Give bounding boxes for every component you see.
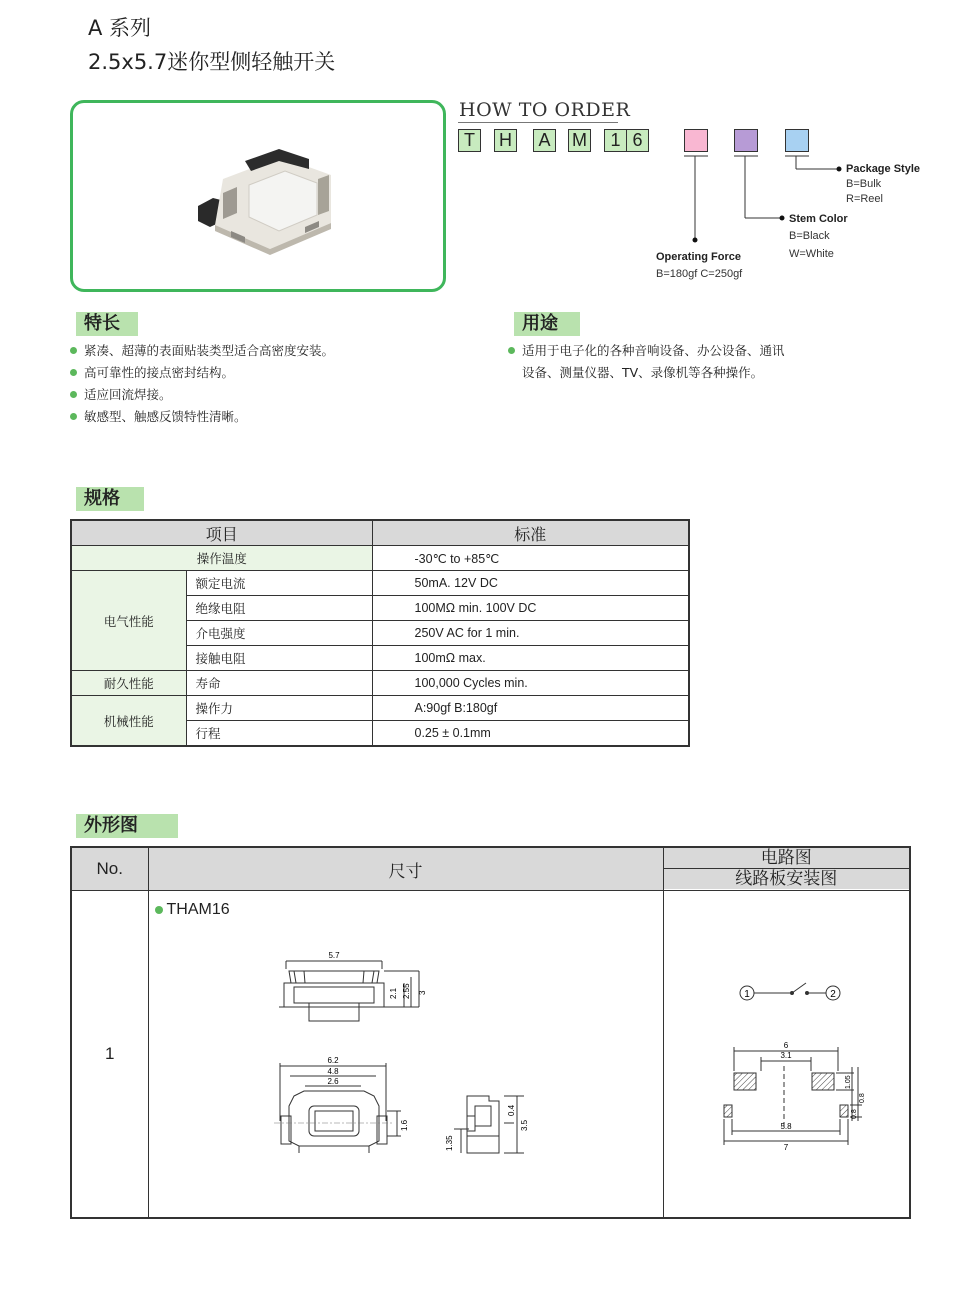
model-name: THAM16: [166, 901, 230, 918]
dim-label: 4.8: [326, 1067, 339, 1076]
features-heading: 特长: [76, 312, 138, 336]
table-row: [71, 571, 689, 596]
column-header-pcb: 线路板安装图: [664, 869, 910, 889]
application-text: 适用于电子化的各种音响设备、办公设备、通讯: [522, 343, 785, 358]
top-view-drawing: [279, 961, 419, 1021]
cell-value: 0.25 ± 0.1mm: [372, 721, 689, 747]
applications-list: [508, 340, 785, 384]
column-header-size: 尺寸: [148, 847, 663, 891]
list-item: [70, 384, 334, 406]
bullet-icon: [508, 347, 515, 354]
list-item: [70, 340, 334, 362]
group-label: 电气性能: [71, 571, 186, 671]
spec-heading: 规格: [76, 487, 144, 511]
circuit-and-pcb-drawing: [664, 891, 911, 1217]
code-letter-5: 1: [604, 129, 627, 152]
pcb-dim-label: 3.1: [779, 1051, 792, 1060]
outline-heading: 外形图: [76, 814, 178, 838]
circuit-pcb-cell: [663, 891, 910, 1219]
group-label: 耐久性能: [71, 671, 186, 696]
cell-label: 绝缘电阻: [186, 596, 372, 621]
features-list: [70, 340, 334, 428]
table-row: [71, 671, 689, 696]
bullet-icon: [70, 369, 77, 376]
pcb-dim-label: 7: [783, 1143, 788, 1152]
bottom-view-drawing: [280, 1063, 401, 1153]
cell-value: 100mΩ max.: [372, 646, 689, 671]
cell-label: 寿命: [186, 671, 372, 696]
cell-label: 操作温度: [71, 546, 372, 571]
table-row: [71, 696, 689, 721]
dimension-drawings-cell: [148, 891, 663, 1219]
cell-label: 接触电阻: [186, 646, 372, 671]
series-title: A 系列: [88, 16, 152, 40]
bullet-icon: [70, 391, 77, 398]
code-letter-3: A: [533, 129, 556, 152]
application-text: 设备、测量仪器、TV、录像机等各种操作。: [522, 365, 764, 380]
cell-value: 100MΩ min. 100V DC: [372, 596, 689, 621]
cell-value: 250V AC for 1 min.: [372, 621, 689, 646]
feature-text: 适应回流焊接。: [84, 387, 172, 402]
column-header-circuit: 电路图: [664, 848, 910, 869]
cell-label: 操作力: [186, 696, 372, 721]
package-style-label: Package Style: [846, 163, 920, 175]
list-item: [508, 340, 785, 362]
feature-text: 高可靠性的接点密封结构。: [84, 365, 235, 380]
cell-value: 50mA. 12V DC: [372, 571, 689, 596]
pcb-layout: [724, 1047, 862, 1145]
column-header-item: 项目: [71, 520, 372, 546]
list-item: [508, 362, 785, 384]
stem-color-label: Stem Color: [789, 213, 848, 225]
package-style-value-1: B=Bulk: [846, 178, 882, 190]
dim-label: 5.7: [327, 951, 340, 960]
row-number: 1: [71, 891, 148, 1219]
cell-value: A:90gf B:180gf: [372, 696, 689, 721]
dim-label: 1.35: [444, 1135, 454, 1151]
circuit-pin-label: 1: [743, 989, 750, 1000]
how-to-order-title: HOW TO ORDER: [459, 99, 631, 121]
feature-text: 紧凑、超薄的表面贴装类型适合高密度安装。: [84, 343, 335, 358]
column-header-circuit-group: [663, 847, 910, 891]
dimension-drawings: [149, 891, 664, 1217]
pcb-dim-label: 0.8: [858, 1093, 866, 1103]
circuit-diagram: [740, 983, 840, 1000]
table-row: [71, 891, 910, 1219]
applications-heading: 用途: [514, 312, 580, 336]
dim-label: 1.6: [399, 1119, 409, 1131]
outline-table: [70, 846, 911, 1219]
dim-label: 2.6: [326, 1077, 339, 1086]
dim-label: 2.55: [401, 983, 411, 999]
operating-force-value: B=180gf C=250gf: [656, 268, 743, 280]
operating-force-label: Operating Force: [656, 251, 741, 263]
table-row: [71, 520, 689, 546]
pcb-dim-label: 5.8: [779, 1122, 792, 1131]
stem-color-value-1: B=Black: [789, 230, 830, 242]
bullet-icon: [70, 413, 77, 420]
cell-label: 行程: [186, 721, 372, 747]
cell-label: 额定电流: [186, 571, 372, 596]
code-letter-2: H: [494, 129, 517, 152]
pcb-dim-label: 1.05: [844, 1075, 852, 1089]
dim-label: 6.2: [326, 1056, 339, 1065]
bullet-icon: [70, 347, 77, 354]
cell-value: 100,000 Cycles min.: [372, 671, 689, 696]
group-label: 机械性能: [71, 696, 186, 747]
dim-label: 0.4: [506, 1104, 516, 1116]
code-letter-4: M: [568, 129, 591, 152]
side-view-drawing: [454, 1096, 524, 1153]
dim-label: 3.5: [519, 1119, 529, 1131]
table-row: [71, 546, 689, 571]
column-header-standard: 标准: [372, 520, 689, 546]
feature-text: 敏感型、触感反馈特性清晰。: [84, 409, 247, 424]
pcb-dim-label: 0.8: [850, 1109, 858, 1119]
column-header-no: No.: [71, 847, 148, 891]
list-item: [70, 362, 334, 384]
product-title: 2.5x5.7迷你型侧轻触开关: [88, 50, 336, 74]
code-letter-6: 6: [626, 129, 649, 152]
circuit-pin-label: 2: [829, 989, 836, 1000]
spec-table: [70, 519, 690, 747]
package-style-value-2: R=Reel: [846, 193, 883, 205]
dim-label: 2.1: [388, 987, 398, 999]
cell-label: 介电强度: [186, 621, 372, 646]
pcb-dim-label: 6: [783, 1041, 788, 1050]
list-item: [70, 406, 334, 428]
code-letter-1: T: [458, 129, 481, 152]
stem-color-value-2: W=White: [789, 248, 834, 260]
table-row: [71, 847, 910, 891]
cell-value: -30℃ to +85℃: [372, 546, 689, 571]
dim-label: 3: [417, 990, 427, 995]
